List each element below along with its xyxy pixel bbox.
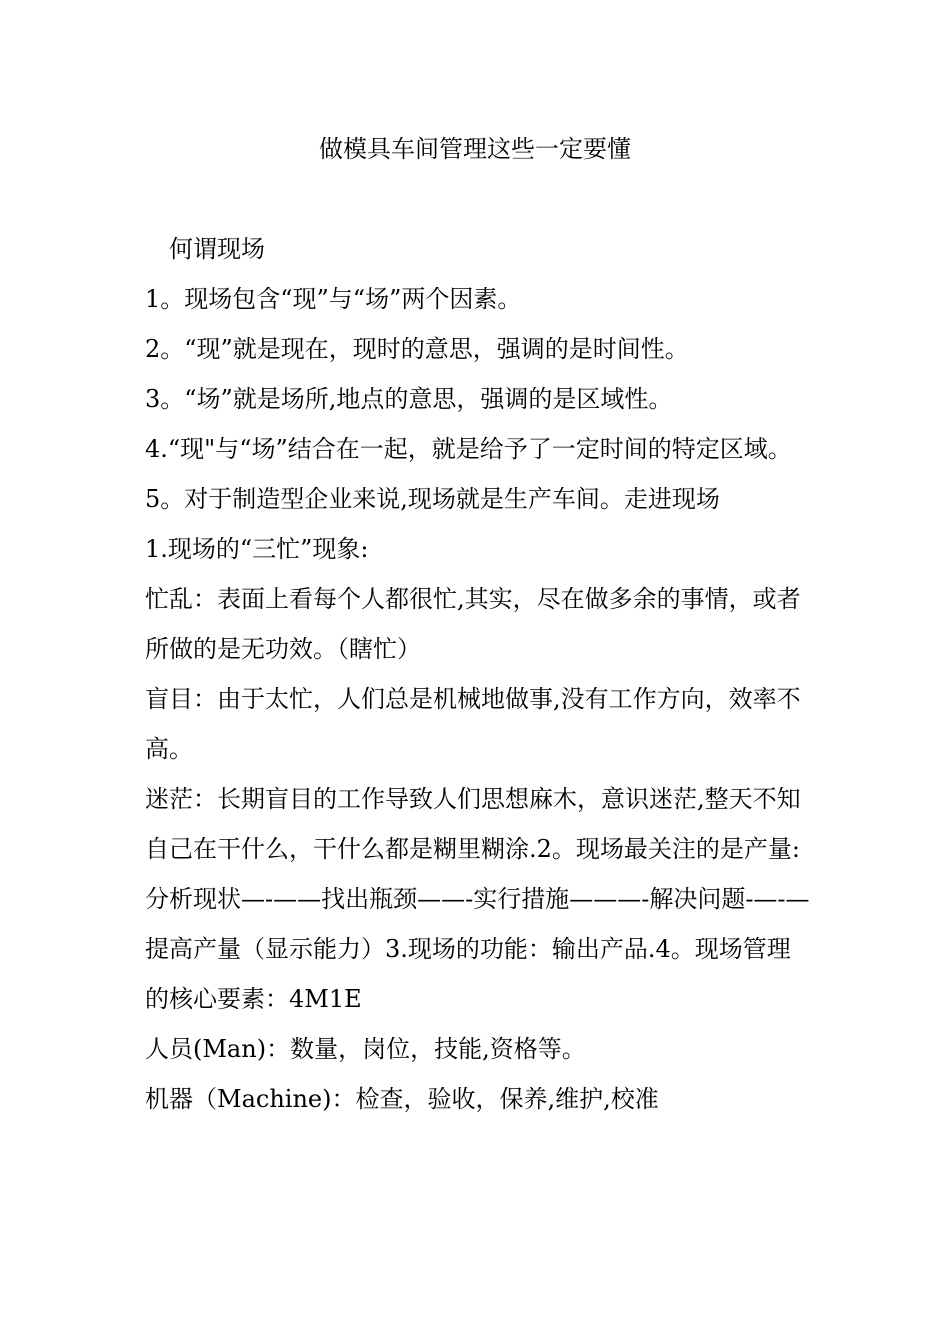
paragraph: 5。对于制造型企业来说,现场就是生产车间。走进现场: [145, 485, 720, 513]
paragraph: 盲目：由于太忙，人们总是机械地做事,没有工作方向，效率不高。: [145, 685, 801, 763]
section-heading: 何谓现场: [169, 235, 265, 263]
paragraph: 忙乱：表面上看每个人都很忙,其实，尽在做多余的事情，或者所做的是无功效。（瞎忙）: [145, 585, 801, 663]
document-title: 做模具车间管理这些一定要懂: [319, 135, 631, 163]
paragraph: 3。“场”就是场所,地点的意思，强调的是区域性。: [145, 385, 673, 413]
paragraph: 迷茫：长期盲目的工作导致人们思想麻木，意识迷茫,整天不知自己在干什么，干什么都是糊里糊涂.2。现场最关注的是产量:: [145, 785, 801, 863]
paragraph: 1.现场的“三忙”现象:: [145, 535, 369, 563]
paragraph: 2。“现”就是现在，现时的意思，强调的是时间性。: [145, 335, 689, 363]
paragraph: 4.“现"与“场”结合在一起，就是给予了一定时间的特定区域。: [145, 435, 792, 463]
paragraph: 1。现场包含“现”与“场”两个因素。: [145, 285, 522, 313]
paragraph: 机器（Machine)：检查，验收，保养,维护,校准: [145, 1085, 659, 1113]
paragraph: 人员(Man)：数量，岗位，技能,资格等。: [145, 1035, 586, 1063]
document-body: [145, 224, 810, 1124]
paragraph: 分析现状—-——找出瓶颈——-实行措施———-解决问题-—-—提高产量（显示能力）3.现场的功能：输出产品.4。现场管理的核心要素：4M1E: [145, 885, 810, 1013]
